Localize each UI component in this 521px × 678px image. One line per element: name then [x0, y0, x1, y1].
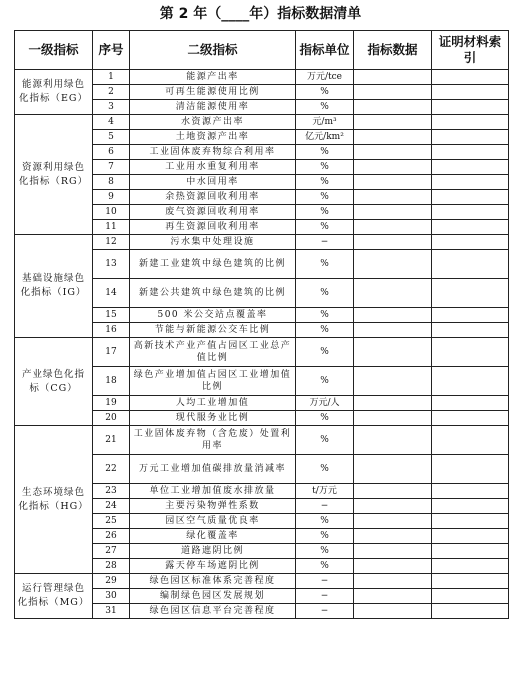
evidence-index-cell[interactable] [432, 130, 509, 145]
indicator-data-cell[interactable] [354, 175, 432, 190]
table-row [15, 574, 509, 589]
evidence-index-cell[interactable] [432, 235, 509, 250]
indicator-unit: − [296, 499, 354, 514]
indicator-unit: 元/m³ [296, 115, 354, 130]
level1-indicator: 能源利用绿色化指标（EG） [15, 70, 93, 115]
level2-indicator: 高新技术产业产值占园区工业总产值比例 [130, 338, 296, 367]
indicator-unit: % [296, 367, 354, 396]
header-number: 序号 [93, 31, 130, 70]
level1-indicator: 产业绿色化指标（CG） [15, 338, 93, 426]
row-number: 4 [93, 115, 130, 130]
indicator-unit: 亿元/km² [296, 130, 354, 145]
level2-indicator: 绿色产业增加值占园区工业增加值比例 [130, 367, 296, 396]
row-number: 26 [93, 529, 130, 544]
evidence-index-cell[interactable] [432, 499, 509, 514]
evidence-index-cell[interactable] [432, 85, 509, 100]
evidence-index-cell[interactable] [432, 205, 509, 220]
indicator-unit: − [296, 235, 354, 250]
row-number: 28 [93, 559, 130, 574]
level2-indicator: 能源产出率 [130, 70, 296, 85]
indicator-data-cell[interactable] [354, 85, 432, 100]
table-row [15, 338, 509, 367]
indicator-unit: 万元/tce [296, 70, 354, 85]
evidence-index-cell[interactable] [432, 115, 509, 130]
indicator-data-cell[interactable] [354, 529, 432, 544]
evidence-index-cell[interactable] [432, 574, 509, 589]
level2-indicator: 500 米公交站点覆盖率 [130, 308, 296, 323]
evidence-index-cell[interactable] [432, 145, 509, 160]
evidence-index-cell[interactable] [432, 220, 509, 235]
indicator-data-cell[interactable] [354, 190, 432, 205]
row-number: 22 [93, 455, 130, 484]
evidence-index-cell[interactable] [432, 514, 509, 529]
table-row [15, 426, 509, 455]
indicator-unit: % [296, 85, 354, 100]
indicator-data-cell[interactable] [354, 323, 432, 338]
indicator-data-cell[interactable] [354, 70, 432, 85]
indicator-data-cell[interactable] [354, 574, 432, 589]
evidence-index-cell[interactable] [432, 160, 509, 175]
table-row [15, 115, 509, 130]
evidence-index-cell[interactable] [432, 250, 509, 279]
level2-indicator: 工业固体废弃物综合利用率 [130, 145, 296, 160]
row-number: 8 [93, 175, 130, 190]
indicator-data-cell[interactable] [354, 279, 432, 308]
indicator-data-cell[interactable] [354, 455, 432, 484]
page-title: 第 2 年（____年）指标数据清单 [159, 6, 362, 22]
evidence-index-cell[interactable] [432, 484, 509, 499]
indicator-data-cell[interactable] [354, 338, 432, 367]
indicator-data-cell[interactable] [354, 235, 432, 250]
level2-indicator: 主要污染物弹性系数 [130, 499, 296, 514]
indicator-unit: 万元/人 [296, 396, 354, 411]
level2-indicator: 中水回用率 [130, 175, 296, 190]
row-number: 15 [93, 308, 130, 323]
evidence-index-cell[interactable] [432, 604, 509, 619]
row-number: 21 [93, 426, 130, 455]
evidence-index-cell[interactable] [432, 426, 509, 455]
indicator-unit: % [296, 160, 354, 175]
level2-indicator: 人均工业增加值 [130, 396, 296, 411]
header-unit: 指标单位 [296, 31, 354, 70]
indicator-table [14, 30, 509, 619]
indicator-data-cell[interactable] [354, 160, 432, 175]
evidence-index-cell[interactable] [432, 529, 509, 544]
header-data: 指标数据 [354, 31, 432, 70]
indicator-data-cell[interactable] [354, 499, 432, 514]
evidence-index-cell[interactable] [432, 100, 509, 115]
row-number: 10 [93, 205, 130, 220]
level2-indicator: 绿化覆盖率 [130, 529, 296, 544]
evidence-index-cell[interactable] [432, 544, 509, 559]
row-number: 29 [93, 574, 130, 589]
evidence-index-cell[interactable] [432, 367, 509, 396]
indicator-data-cell[interactable] [354, 396, 432, 411]
indicator-unit: % [296, 175, 354, 190]
indicator-data-cell[interactable] [354, 589, 432, 604]
evidence-index-cell[interactable] [432, 338, 509, 367]
indicator-data-cell[interactable] [354, 220, 432, 235]
row-number: 23 [93, 484, 130, 499]
indicator-data-cell[interactable] [354, 367, 432, 396]
row-number: 3 [93, 100, 130, 115]
indicator-data-cell[interactable] [354, 604, 432, 619]
level2-indicator: 余热资源回收利用率 [130, 190, 296, 205]
level1-indicator: 生态环境绿色化指标（HG） [15, 426, 93, 574]
evidence-index-cell[interactable] [432, 308, 509, 323]
evidence-index-cell[interactable] [432, 323, 509, 338]
level2-indicator: 再生资源回收利用率 [130, 220, 296, 235]
level2-indicator: 绿色园区信息平台完善程度 [130, 604, 296, 619]
indicator-data-cell[interactable] [354, 308, 432, 323]
indicator-data-cell[interactable] [354, 100, 432, 115]
evidence-index-cell[interactable] [432, 589, 509, 604]
level2-indicator: 污水集中处理设施 [130, 235, 296, 250]
indicator-data-cell[interactable] [354, 514, 432, 529]
level2-indicator: 土地资源产出率 [130, 130, 296, 145]
level2-indicator: 水资源产出率 [130, 115, 296, 130]
level2-indicator: 新建工业建筑中绿色建筑的比例 [130, 250, 296, 279]
header-level1: 一级指标 [15, 31, 93, 70]
row-number: 18 [93, 367, 130, 396]
row-number: 2 [93, 85, 130, 100]
row-number: 11 [93, 220, 130, 235]
indicator-data-cell[interactable] [354, 205, 432, 220]
table-row [15, 235, 509, 250]
header-level2: 二级指标 [130, 31, 296, 70]
table-body [15, 70, 509, 619]
evidence-index-cell[interactable] [432, 175, 509, 190]
indicator-unit: % [296, 455, 354, 484]
indicator-data-cell[interactable] [354, 411, 432, 426]
indicator-unit: % [296, 250, 354, 279]
level2-indicator: 工业用水重复利用率 [130, 160, 296, 175]
level1-indicator: 资源利用绿色化指标（RG） [15, 115, 93, 235]
level2-indicator: 新建公共建筑中绿色建筑的比例 [130, 279, 296, 308]
indicator-unit: % [296, 323, 354, 338]
row-number: 1 [93, 70, 130, 85]
row-number: 30 [93, 589, 130, 604]
indicator-unit: % [296, 529, 354, 544]
level1-indicator: 基础设施绿色化指标（IG） [15, 235, 93, 338]
indicator-unit: % [296, 426, 354, 455]
evidence-index-cell[interactable] [432, 411, 509, 426]
level2-indicator: 单位工业增加值废水排放量 [130, 484, 296, 499]
header-row [15, 31, 509, 70]
level2-indicator: 废气资源回收利用率 [130, 205, 296, 220]
row-number: 13 [93, 250, 130, 279]
indicator-data-cell[interactable] [354, 484, 432, 499]
indicator-unit: − [296, 604, 354, 619]
row-number: 25 [93, 514, 130, 529]
row-number: 31 [93, 604, 130, 619]
evidence-index-cell[interactable] [432, 190, 509, 205]
indicator-unit: % [296, 308, 354, 323]
indicator-unit: % [296, 544, 354, 559]
level1-indicator: 运行管理绿色化指标（MG） [15, 574, 93, 619]
indicator-unit: % [296, 205, 354, 220]
indicator-unit: % [296, 190, 354, 205]
level2-indicator: 园区空气质量优良率 [130, 514, 296, 529]
evidence-index-cell[interactable] [432, 70, 509, 85]
level2-indicator: 工业固体废弃物（含危废）处置利用率 [130, 426, 296, 455]
row-number: 14 [93, 279, 130, 308]
indicator-unit: % [296, 220, 354, 235]
row-number: 7 [93, 160, 130, 175]
indicator-data-cell[interactable] [354, 544, 432, 559]
row-number: 5 [93, 130, 130, 145]
indicator-unit: % [296, 411, 354, 426]
row-number: 19 [93, 396, 130, 411]
row-number: 27 [93, 544, 130, 559]
level2-indicator: 节能与新能源公交车比例 [130, 323, 296, 338]
row-number: 12 [93, 235, 130, 250]
table-row [15, 70, 509, 85]
level2-indicator: 道路遮阴比例 [130, 544, 296, 559]
indicator-data-cell[interactable] [354, 559, 432, 574]
evidence-index-cell[interactable] [432, 279, 509, 308]
row-number: 16 [93, 323, 130, 338]
row-number: 17 [93, 338, 130, 367]
indicator-unit: % [296, 100, 354, 115]
indicator-data-cell[interactable] [354, 145, 432, 160]
level2-indicator: 编制绿色园区发展规划 [130, 589, 296, 604]
indicator-data-cell[interactable] [354, 250, 432, 279]
row-number: 6 [93, 145, 130, 160]
indicator-unit: − [296, 574, 354, 589]
header-evidence: 证明材料索引 [432, 31, 509, 70]
indicator-unit: − [296, 589, 354, 604]
level2-indicator: 清洁能源使用率 [130, 100, 296, 115]
indicator-unit: % [296, 279, 354, 308]
level2-indicator: 万元工业增加值碳排放量消减率 [130, 455, 296, 484]
indicator-unit: % [296, 514, 354, 529]
evidence-index-cell[interactable] [432, 559, 509, 574]
row-number: 9 [93, 190, 130, 205]
indicator-data-cell[interactable] [354, 426, 432, 455]
indicator-unit: t/万元 [296, 484, 354, 499]
row-number: 20 [93, 411, 130, 426]
indicator-unit: % [296, 145, 354, 160]
level2-indicator: 现代服务业比例 [130, 411, 296, 426]
row-number: 24 [93, 499, 130, 514]
evidence-index-cell[interactable] [432, 396, 509, 411]
indicator-unit: % [296, 338, 354, 367]
level2-indicator: 可再生能源使用比例 [130, 85, 296, 100]
level2-indicator: 绿色园区标准体系完善程度 [130, 574, 296, 589]
level2-indicator: 露天停车场遮阴比例 [130, 559, 296, 574]
indicator-data-cell[interactable] [354, 130, 432, 145]
evidence-index-cell[interactable] [432, 455, 509, 484]
indicator-unit: % [296, 559, 354, 574]
indicator-data-cell[interactable] [354, 115, 432, 130]
